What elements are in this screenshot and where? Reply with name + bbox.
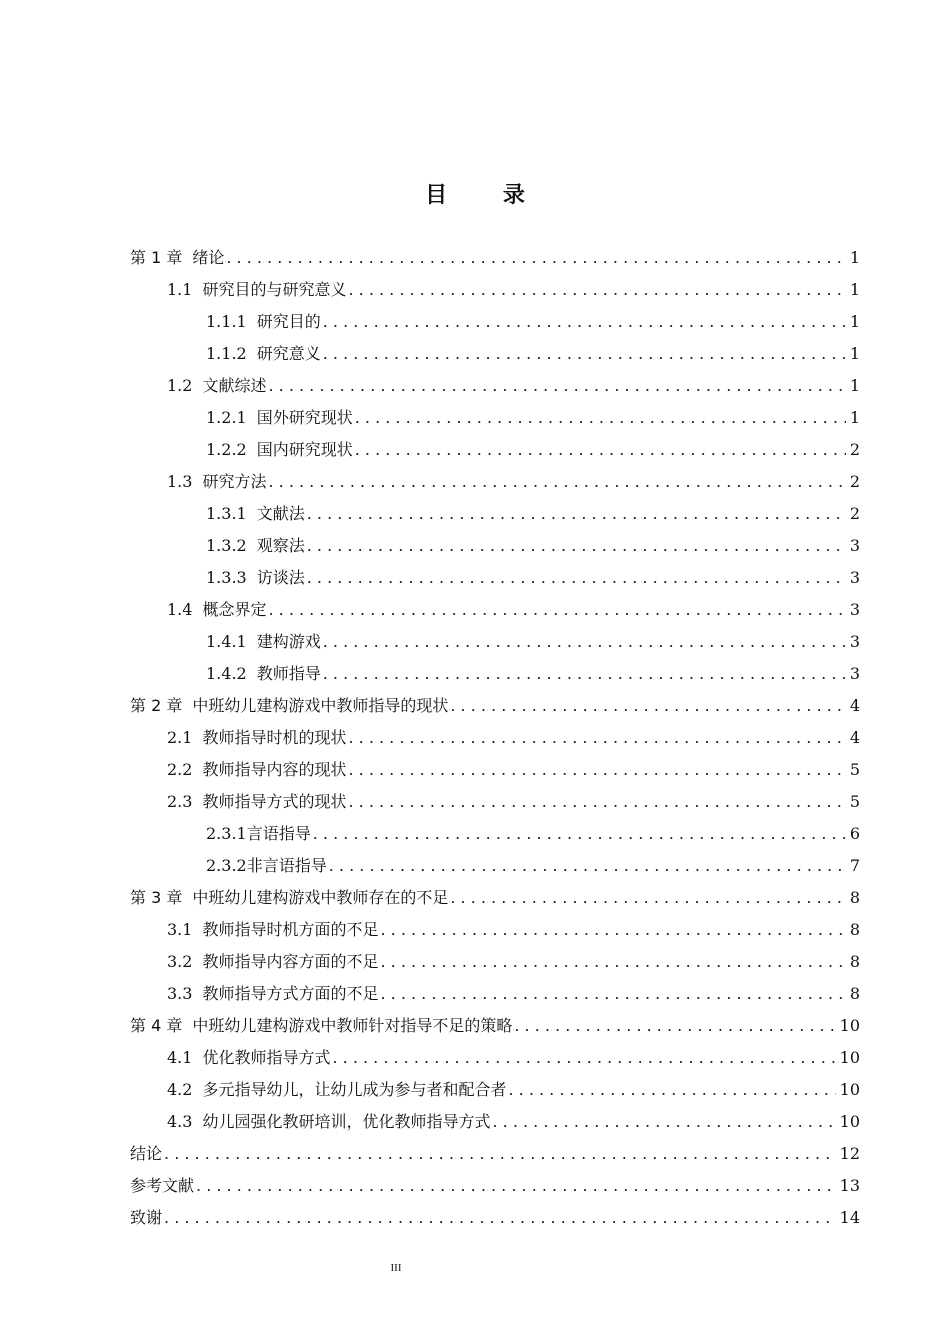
toc-entry-number: 第 4 章 [130,1016,183,1035]
toc-dot-leader [323,658,846,690]
toc-entry-title: 国外研究现状 [256,408,353,427]
toc-entry-page: 3 [849,536,860,555]
toc-entry-number: 1.1.2 [206,344,247,363]
toc-entry-number: 4.2 [167,1080,193,1099]
toc-dot-leader [450,690,845,722]
toc-entry[interactable] [130,466,860,498]
toc-entry-number: 1.1.1 [206,312,247,331]
toc-entry[interactable] [130,1042,860,1074]
toc-dot-leader [196,1170,836,1202]
toc-entry-title: 幼儿园强化教研培训，优化教师指导方式 [202,1112,491,1131]
toc-entry-title: 教师指导内容方面的不足 [202,952,379,971]
toc-entry[interactable] [130,658,860,690]
toc-dot-leader [514,1010,835,1042]
toc-entry[interactable] [130,978,860,1010]
toc-entry-page: 7 [849,856,860,875]
toc-entry-page: 2 [849,504,860,523]
toc-entry[interactable] [130,1202,860,1234]
toc-entry-title: 结论 [130,1144,163,1163]
toc-entry-title: 中班幼儿建构游戏中教师存在的不足 [192,888,449,907]
toc-entry[interactable] [130,1106,860,1138]
toc-entry[interactable] [130,498,860,530]
toc-entry-page: 8 [849,952,860,971]
toc-entry-title: 研究目的与研究意义 [202,280,347,299]
toc-dot-leader [323,338,846,370]
toc-dot-leader [355,434,846,466]
toc-entry-page: 3 [849,568,860,587]
toc-dot-leader [348,754,845,786]
toc-entry-page: 8 [849,920,860,939]
toc-entry-title: 观察法 [256,536,305,555]
toc-entry[interactable] [130,338,860,370]
toc-dot-leader [268,370,845,402]
toc-dot-leader [348,786,845,818]
toc-entry-page: 3 [849,632,860,651]
toc-entry-page: 10 [839,1048,860,1067]
toc-dot-leader [380,978,845,1010]
toc-dot-leader [307,498,846,530]
toc-dot-leader [307,530,846,562]
toc-entry-page: 3 [849,600,860,619]
toc-dot-leader [307,562,846,594]
toc-entry-title: 教师指导方式方面的不足 [202,984,379,1003]
toc-entry[interactable] [130,242,860,274]
toc-entry-title: 优化教师指导方式 [202,1048,331,1067]
toc-entry[interactable] [130,722,860,754]
toc-entry-title: 研究方法 [202,472,267,491]
toc-entry-title: 国内研究现状 [256,440,353,459]
toc-entry[interactable] [130,882,860,914]
toc-dot-leader [380,914,845,946]
toc-entry-title: 文献综述 [202,376,267,395]
toc-entry-number: 1.2.1 [206,408,247,427]
toc-entry-number: 第 3 章 [130,888,183,907]
toc-entry[interactable] [130,786,860,818]
toc-title: 目 录 [425,183,549,208]
toc-entry-title: 言语指导 [246,824,311,843]
toc-dot-leader [348,274,845,306]
toc-dot-leader [323,626,846,658]
toc-entry-title: 致谢 [130,1208,163,1227]
toc-entry-page: 6 [849,824,860,843]
toc-entry-page: 1 [849,376,860,395]
toc-entry-title: 教师指导 [256,664,321,683]
toc-entry[interactable] [130,946,860,978]
toc-entry-page: 4 [849,728,860,747]
toc-entry[interactable] [130,626,860,658]
toc-entry-title: 建构游戏 [256,632,321,651]
toc-entry-page: 2 [849,440,860,459]
toc-entry-number: 2.2 [167,760,193,779]
toc-entry-number: 1.1 [167,280,193,299]
toc-entry[interactable] [130,306,860,338]
toc-entry-title: 研究意义 [256,344,321,363]
toc-entry-page: 8 [849,984,860,1003]
toc-entry-page: 1 [849,312,860,331]
toc-dot-leader [355,402,846,434]
toc-entry[interactable] [130,434,860,466]
toc-entry-page: 4 [849,696,860,715]
toc-entry[interactable] [130,690,860,722]
toc-dot-leader [450,882,845,914]
toc-entry[interactable] [130,274,860,306]
toc-dot-leader [492,1106,835,1138]
toc-dot-leader [164,1138,836,1170]
toc-entry[interactable] [130,402,860,434]
toc-entry-title: 中班幼儿建构游戏中教师指导的现状 [192,696,449,715]
toc-entry-number: 4.3 [167,1112,193,1131]
toc-entry-number: 1.4.2 [206,664,247,683]
toc-entry-page: 1 [849,248,860,267]
toc-entry-page: 10 [839,1112,860,1131]
toc-dot-leader [332,1042,835,1074]
toc-entry-title: 教师指导时机方面的不足 [202,920,379,939]
toc-entry-title: 教师指导方式的现状 [202,792,347,811]
toc-entry-number: 3.1 [167,920,193,939]
toc-entry[interactable] [130,754,860,786]
toc-entry-title: 文献法 [256,504,305,523]
toc-dot-leader [380,946,845,978]
toc-entry[interactable] [130,530,860,562]
toc-entry-page: 8 [849,888,860,907]
toc-entry[interactable] [130,818,860,850]
toc-entry-page: 10 [839,1016,860,1035]
toc-entry-title: 参考文献 [130,1176,195,1195]
toc-entry-number: 4.1 [167,1048,193,1067]
toc-entry-title: 绪论 [192,248,225,267]
toc-entry-page: 1 [849,344,860,363]
toc-entry[interactable] [130,914,860,946]
toc-entry-page: 2 [849,472,860,491]
toc-entry-number: 1.2.2 [206,440,247,459]
toc-dot-leader [268,594,845,626]
toc-entry-number: 3.3 [167,984,193,1003]
toc-entry-number: 1.3.1 [206,504,247,523]
toc-entry-page: 5 [849,760,860,779]
toc-entry[interactable] [130,562,860,594]
toc-entry-title: 中班幼儿建构游戏中教师针对指导不足的策略 [192,1016,513,1035]
toc-entry-number: 1.3 [167,472,193,491]
page-number: III [390,1262,402,1274]
toc-entry-page: 1 [849,408,860,427]
toc-entry-number: 2.3.1 [206,824,247,843]
toc-entry-page: 5 [849,792,860,811]
toc-dot-leader [508,1074,835,1106]
toc-entry-page: 13 [839,1176,860,1195]
toc-entry[interactable] [130,1138,860,1170]
toc-dot-leader [329,850,846,882]
toc-dot-leader [323,306,846,338]
toc-entry[interactable] [130,1074,860,1106]
toc-dot-leader [313,818,846,850]
toc-entry-number: 2.1 [167,728,193,747]
toc-entry-title: 多元指导幼儿，让幼儿成为参与者和配合者 [202,1080,507,1099]
toc-entry-number: 1.4.1 [206,632,247,651]
toc-dot-leader [226,242,845,274]
toc-entry-number: 1.2 [167,376,193,395]
toc-entry-title: 教师指导内容的现状 [202,760,347,779]
toc-entry-page: 14 [839,1208,860,1227]
toc-entry-title: 访谈法 [256,568,305,587]
toc-entry-number: 3.2 [167,952,193,971]
toc-dot-leader [348,722,845,754]
toc-entry[interactable] [130,370,860,402]
toc-entry-page: 12 [839,1144,860,1163]
toc-entry[interactable] [130,1170,860,1202]
toc-entry-number: 1.3.2 [206,536,247,555]
toc-entry[interactable] [130,1010,860,1042]
toc-list [130,242,860,1234]
toc-entry-number: 1.3.3 [206,568,247,587]
toc-entry[interactable] [130,850,860,882]
toc-entry-title: 非言语指导 [246,856,327,875]
toc-entry-title: 概念界定 [202,600,267,619]
toc-entry-number: 第 1 章 [130,248,183,267]
toc-entry-number: 2.3 [167,792,193,811]
toc-dot-leader [164,1202,836,1234]
toc-entry-number: 2.3.2 [206,856,247,875]
toc-dot-leader [268,466,845,498]
toc-entry-number: 第 2 章 [130,696,183,715]
toc-entry-title: 研究目的 [256,312,321,331]
toc-entry-page: 10 [839,1080,860,1099]
toc-entry-number: 1.4 [167,600,193,619]
toc-entry-title: 教师指导时机的现状 [202,728,347,747]
toc-entry-page: 1 [849,280,860,299]
toc-entry-page: 3 [849,664,860,683]
toc-entry[interactable] [130,594,860,626]
